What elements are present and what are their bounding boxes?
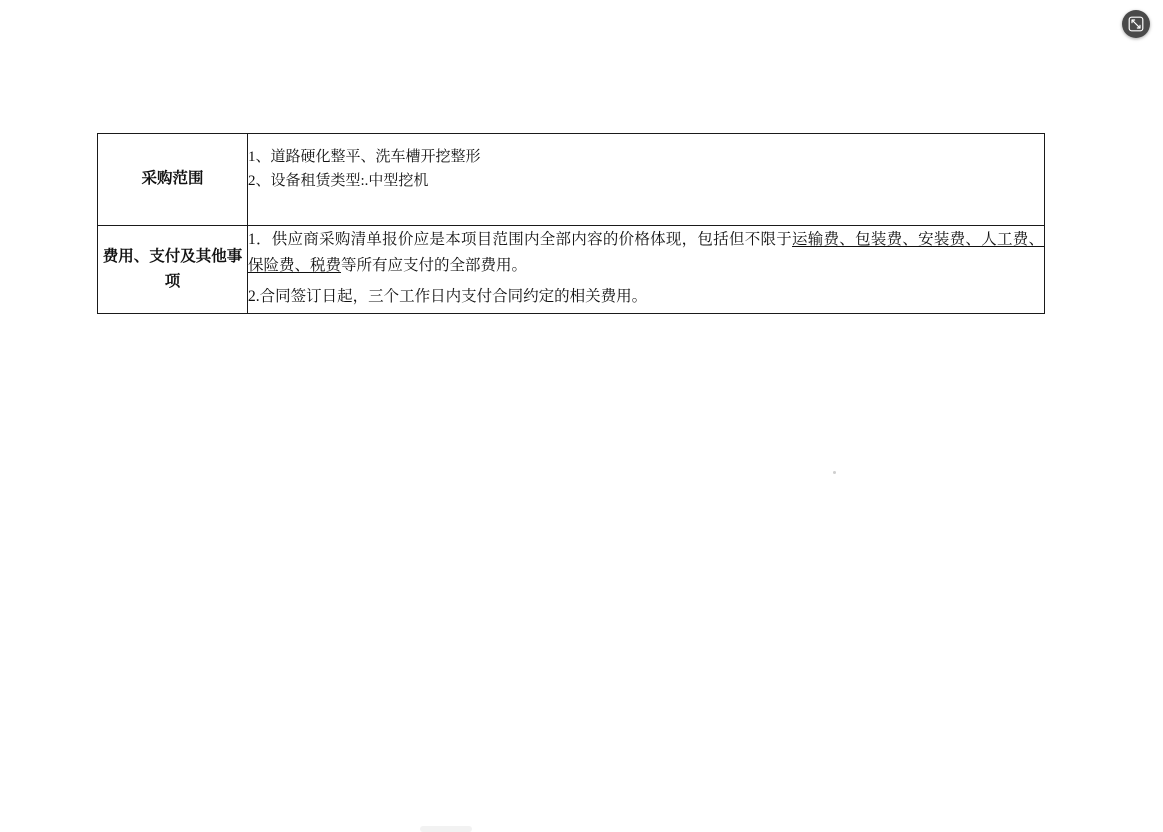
scope-line-2: 2、设备租赁类型:.中型挖机 — [248, 173, 429, 190]
table-row-fees-payment — [98, 226, 1045, 314]
fullscreen-expand-button[interactable] — [1122, 10, 1150, 38]
row-content-fees-payment — [248, 226, 1045, 314]
page-edge-shadow — [420, 826, 472, 832]
row-label-fees-payment: 费用、支付及其他事项 — [98, 226, 248, 314]
fee-paragraph-1-prefix: 1．供应商采购清单报价应是本项目范围内全部内容的价格体现，包括但不限于 — [248, 230, 793, 248]
row-label-procurement-scope: 采购范围 — [98, 134, 248, 226]
fee-paragraph-1-underlined: 运输费、包装费、安装费、人工费、保险费、税费 — [248, 230, 1044, 275]
fee-paragraph-2: 2.合同签订日起，三个工作日内支付合同约定的相关费用。 — [248, 287, 648, 305]
requirements-table — [97, 133, 1045, 314]
scope-line-1: 1、道路硬化整平、洗车槽开挖整形 — [248, 149, 481, 165]
fee-paragraph-1-suffix: 等所有应支付的全部费用。 — [341, 257, 528, 275]
row-content-procurement-scope — [248, 134, 1045, 226]
scan-speck — [833, 471, 836, 474]
fullscreen-expand-icon — [1128, 16, 1144, 32]
table-row-procurement-scope — [98, 134, 1045, 226]
fee-paragraph-1 — [248, 227, 1044, 280]
